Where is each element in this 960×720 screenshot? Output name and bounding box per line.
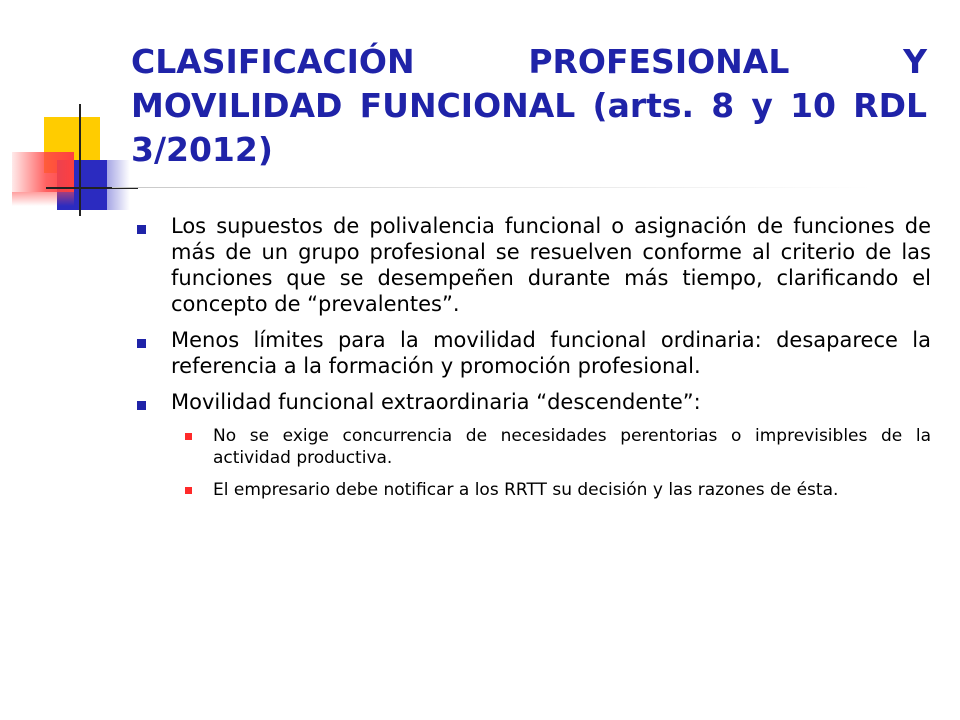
bullet-item bbox=[131, 213, 931, 317]
sub-bullet-text: El empresario debe notificar a los RRTT su decisión y las razones de ésta. bbox=[213, 480, 839, 500]
square-bullet-icon bbox=[137, 339, 146, 348]
sub-bullet-list bbox=[171, 425, 931, 501]
decoration-red-gradient bbox=[12, 152, 74, 192]
bullet-text: Los supuestos de polivalencia funcional o asignación de funciones de más de un grupo profesional se resuelven conforme al criterio de las funciones que se desempeñen durante más tiempo, clarificando el concepto de “prevalentes”. bbox=[171, 214, 931, 316]
sub-bullet-item bbox=[171, 425, 931, 469]
square-bullet-icon bbox=[137, 401, 146, 410]
decoration-vertical-line bbox=[79, 104, 81, 216]
square-bullet-icon bbox=[137, 225, 146, 234]
bullet-item bbox=[131, 389, 931, 501]
sub-bullet-text: No se exige concurrencia de necesidades perentorias o imprevisibles de la actividad productiva. bbox=[213, 426, 931, 468]
corner-decoration-graphic bbox=[0, 0, 140, 230]
bullet-list bbox=[131, 213, 931, 511]
bullet-text: Movilidad funcional extraordinaria “descendente”: bbox=[171, 390, 701, 414]
decoration-blue-gradient bbox=[100, 160, 130, 210]
square-sub-bullet-icon bbox=[185, 487, 192, 494]
bullet-item bbox=[131, 327, 931, 379]
slide-title: CLASIFICACIÓN PROFESIONAL Y MOVILIDAD FUNCIONAL (arts. 8 y 10 RDL 3/2012) bbox=[131, 42, 927, 169]
decoration-red-shadow bbox=[12, 192, 74, 206]
square-sub-bullet-icon bbox=[185, 433, 192, 440]
sub-bullet-item bbox=[171, 479, 931, 501]
title-divider-line bbox=[112, 187, 872, 188]
bullet-text: Menos límites para la movilidad funcional ordinaria: desaparece la referencia a la formación y promoción profesional. bbox=[171, 328, 931, 378]
